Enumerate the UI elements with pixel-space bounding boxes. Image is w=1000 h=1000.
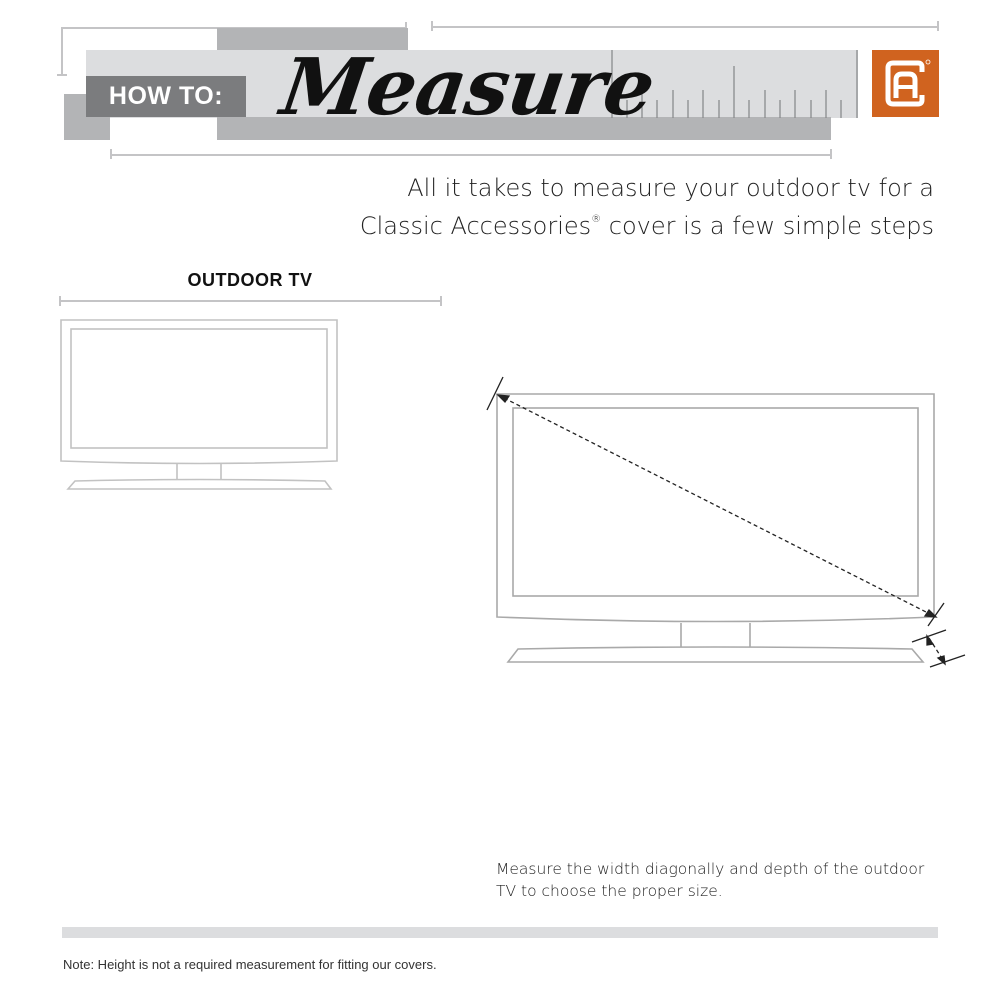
registered-mark: ® xyxy=(591,214,602,225)
tv-diagonal-measurement-icon xyxy=(487,377,965,667)
how-to-badge: HOW TO: xyxy=(86,76,246,117)
tv-outline-icon xyxy=(61,320,337,489)
brand-name: Classic Accessories xyxy=(359,212,592,240)
footer-divider xyxy=(62,927,938,938)
intro-line-1: All it takes to measure your outdoor tv for a xyxy=(407,174,934,202)
section-label: OUTDOOR TV xyxy=(187,270,313,290)
diagonal-measure-arrow xyxy=(487,377,944,626)
section-label-bracket xyxy=(60,296,441,306)
instruction-caption: Measure the width diagonally and depth of the outdoor TV to choose the proper size. xyxy=(496,860,925,900)
page-title: Measure xyxy=(275,42,660,133)
intro-line-2-suffix: cover is a few simple steps xyxy=(601,212,934,240)
footer-note: Note: Height is not a required measurement for fitting our covers. xyxy=(63,957,437,972)
